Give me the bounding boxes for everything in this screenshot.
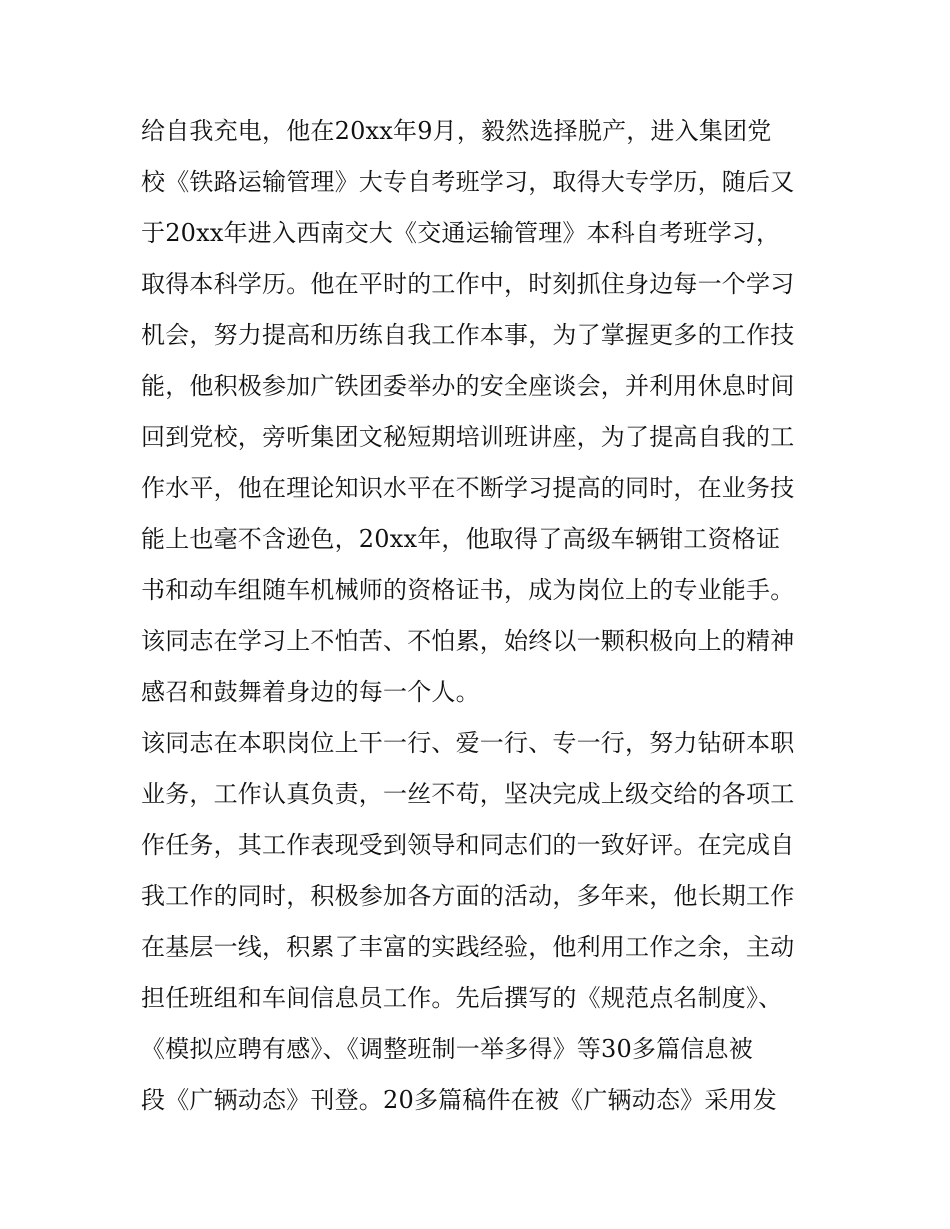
- text-line: 给自我充电，他在20xx年9月，毅然选择脱产，进入集团党: [141, 117, 772, 145]
- text-line: 我工作的同时，积极参加各方面的活动，多年来，他长期工作: [141, 882, 795, 910]
- text-line: 感召和鼓舞着身边的每一个人。: [141, 678, 480, 706]
- text-line: 《模拟应聘有感》、《调整班制一举多得》等30多篇信息被: [141, 1035, 753, 1063]
- text-line: 机会，努力提高和历练自我工作本事，为了掌握更多的工作技: [141, 321, 795, 349]
- text-line: 该同志在学习上不怕苦、不怕累，始终以一颗积极向上的精神: [141, 627, 795, 655]
- text-line: 能上也毫不含逊色，20xx年，他取得了高级车辆钳工资格证: [141, 525, 781, 553]
- text-line: 该同志在本职岗位上干一行、爱一行、专一行，努力钻研本职: [141, 729, 795, 757]
- text-line: 校《铁路运输管理》大专自考班学习，取得大专学历，随后又: [141, 168, 795, 196]
- text-line: 回到党校，旁听集团文秘短期培训班讲座，为了提高自我的工: [141, 423, 795, 451]
- text-line: 作任务，其工作表现受到领导和同志们的一致好评。在完成自: [141, 831, 795, 859]
- text-line: 于20xx年进入西南交大《交通运输管理》本科自考班学习，: [141, 219, 781, 247]
- text-line: 能，他积极参加广铁团委举办的安全座谈会，并利用休息时间: [141, 372, 795, 400]
- text-line: 业务，工作认真负责，一丝不苟，坚决完成上级交给的各项工: [141, 780, 795, 808]
- text-line: 书和动车组随车机械师的资格证书，成为岗位上的专业能手。: [141, 576, 795, 604]
- text-line: 段《广辆动态》刊登。20多篇稿件在被《广辆动态》采用发: [141, 1086, 777, 1114]
- text-line: 担任班组和车间信息员工作。先后撰写的《规范点名制度》、: [141, 984, 783, 1012]
- text-line: 作水平，他在理论知识水平在不断学习提高的同时，在业务技: [141, 474, 795, 502]
- text-line: 在基层一线，积累了丰富的实践经验，他利用工作之余，主动: [141, 933, 795, 961]
- text-line: 取得本科学历。他在平时的工作中，时刻抓住身边每一个学习: [141, 270, 795, 298]
